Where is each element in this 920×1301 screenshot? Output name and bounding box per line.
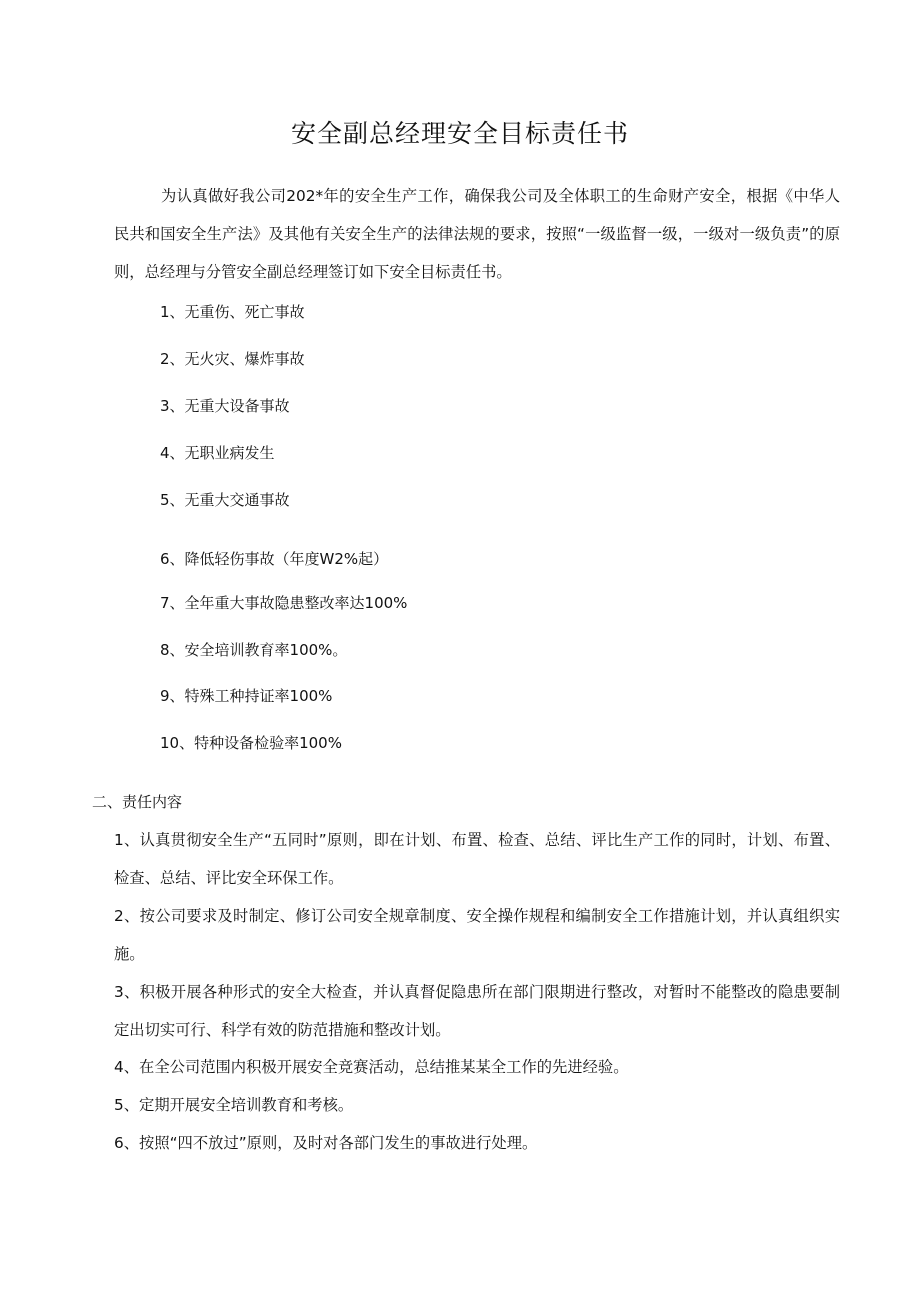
goal-item: 10、特种设备检验率100% [160, 734, 342, 752]
goal-item: 2、无火灾、爆炸事故 [160, 350, 305, 368]
intro-paragraph: 为认真做好我公司202*年的安全生产工作，确保我公司及全体职工的生命财产安全，根据《中华人民共和国安全生产法》及其他有关安全生产的法律法规的要求，按照“一级监督一级，一级对一级负责”的原则，总经理与分管安全副总经理签订如下安全目标责任书。 [114, 187, 840, 281]
goal-item: 8、安全培训教育率100%。 [160, 641, 348, 659]
duty-item: 3、积极开展各种形式的安全大检查，并认真督促隐患所在部门限期进行整改，对暂时不能整改的隐患要制定出切实可行、科学有效的防范措施和整改计划。 [114, 983, 840, 1039]
goal-item: 9、特殊工种持证率100% [160, 687, 333, 705]
goal-item: 7、全年重大事故隐患整改率达100% [160, 594, 408, 612]
goal-item: 4、无职业病发生 [160, 444, 275, 462]
duty-item: 6、按照“四不放过”原则，及时对各部门发生的事故进行处理。 [114, 1134, 538, 1152]
duty-item: 1、认真贯彻安全生产“五同时”原则，即在计划、布置、检查、总结、评比生产工作的同时，计划、布置、检查、总结、评比安全环保工作。 [114, 831, 840, 887]
document-title: 安全副总经理安全目标责任书 [290, 119, 629, 148]
goal-item: 5、无重大交通事故 [160, 491, 290, 509]
goal-item: 3、无重大设备事故 [160, 397, 290, 415]
goal-item: 1、无重伤、死亡事故 [160, 303, 305, 321]
goal-item: 6、降低轻伤事故（年度W2%起） [160, 550, 389, 568]
duty-item: 2、按公司要求及时制定、修订公司安全规章制度、安全操作规程和编制安全工作措施计划，并认真组织实施。 [114, 907, 840, 963]
section-heading: 二、责任内容 [92, 793, 183, 811]
duty-item: 5、定期开展安全培训教育和考核。 [114, 1096, 354, 1114]
duty-item: 4、在全公司范围内积极开展安全竞赛活动，总结推某某全工作的先进经验。 [114, 1058, 629, 1076]
